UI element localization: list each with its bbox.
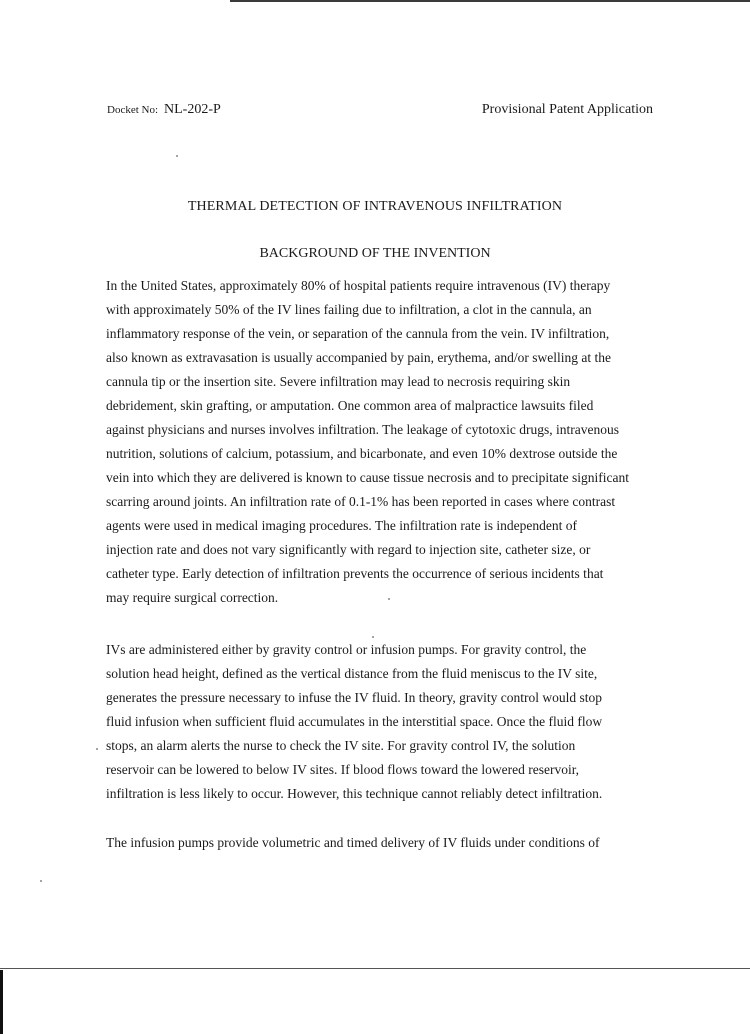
scan-edge-top xyxy=(230,0,750,2)
text-line: with approximately 50% of the IV lines failing due to infiltration, a clot in the cannula, an xyxy=(106,302,592,317)
paragraph-1 xyxy=(106,274,666,610)
text-line: In the United States, approximately 80% of hospital patients require intravenous (IV) therapy xyxy=(106,278,611,293)
scan-speck xyxy=(40,880,42,882)
text-line: injection rate and does not vary significantly with regard to injection site, catheter size, or xyxy=(106,542,591,557)
text-line: solution head height, defined as the vertical distance from the fluid meniscus to the IV site, xyxy=(106,666,598,681)
text-line: cannula tip or the insertion site. Severe infiltration may lead to necrosis requiring skin xyxy=(106,374,571,389)
text-line: agents were used in medical imaging procedures. The infiltration rate is independent of xyxy=(106,518,577,533)
docket-number: NL-202-P xyxy=(164,102,221,117)
text-line: The infusion pumps provide volumetric and timed delivery of IV fluids under conditions of xyxy=(106,835,600,850)
application-type: Provisional Patent Application xyxy=(481,102,653,117)
text-line: generates the pressure necessary to infuse the IV fluid. In theory, gravity control would stop xyxy=(106,690,602,705)
docket-label: Docket No: xyxy=(107,104,159,116)
text-line: scarring around joints. An infiltration rate of 0.1-1% has been reported in cases where contrast xyxy=(106,494,616,509)
text-line: nutrition, solutions of calcium, potassium, and bicarbonate, and even 10% dextrose outside the xyxy=(106,446,618,461)
section-heading: BACKGROUND OF THE INVENTION xyxy=(259,246,491,261)
scan-edge-left xyxy=(0,970,3,1034)
text-line: vein into which they are delivered is known to cause tissue necrosis and to precipitate significant xyxy=(106,470,629,485)
text-line: infiltration is less likely to occur. However, this technique cannot reliably detect infiltration. xyxy=(106,786,603,801)
paragraph-3 xyxy=(106,831,666,855)
text-line: debridement, skin grafting, or amputation. One common area of malpractice lawsuits filed xyxy=(106,398,594,413)
paragraph-2 xyxy=(106,638,666,806)
text-line: IVs are administered either by gravity control or infusion pumps. For gravity control, the xyxy=(106,642,587,657)
document-title: THERMAL DETECTION OF INTRAVENOUS INFILTRATION xyxy=(187,199,563,214)
scan-speck xyxy=(176,155,178,157)
text-line: stops, an alarm alerts the nurse to check the IV site. For gravity control IV, the solution xyxy=(106,738,576,753)
text-line: may require surgical correction. xyxy=(106,590,279,605)
text-line: catheter type. Early detection of infiltration prevents the occurrence of serious incidents that xyxy=(106,566,604,581)
docket-header xyxy=(107,102,221,118)
text-line: reservoir can be lowered to below IV sites. If blood flows toward the lowered reservoir, xyxy=(106,762,580,777)
scan-edge-bottom xyxy=(0,968,750,969)
text-line: fluid infusion when sufficient fluid accumulates in the interstitial space. Once the fluid flow xyxy=(106,714,603,729)
text-line: against physicians and nurses involves infiltration. The leakage of cytotoxic drugs, intravenous xyxy=(106,422,620,437)
text-line: also known as extravasation is usually accompanied by pain, erythema, and/or swelling at the xyxy=(106,350,611,365)
text-line: inflammatory response of the vein, or separation of the cannula from the vein. IV infiltration, xyxy=(106,326,610,341)
scan-speck xyxy=(96,748,98,750)
